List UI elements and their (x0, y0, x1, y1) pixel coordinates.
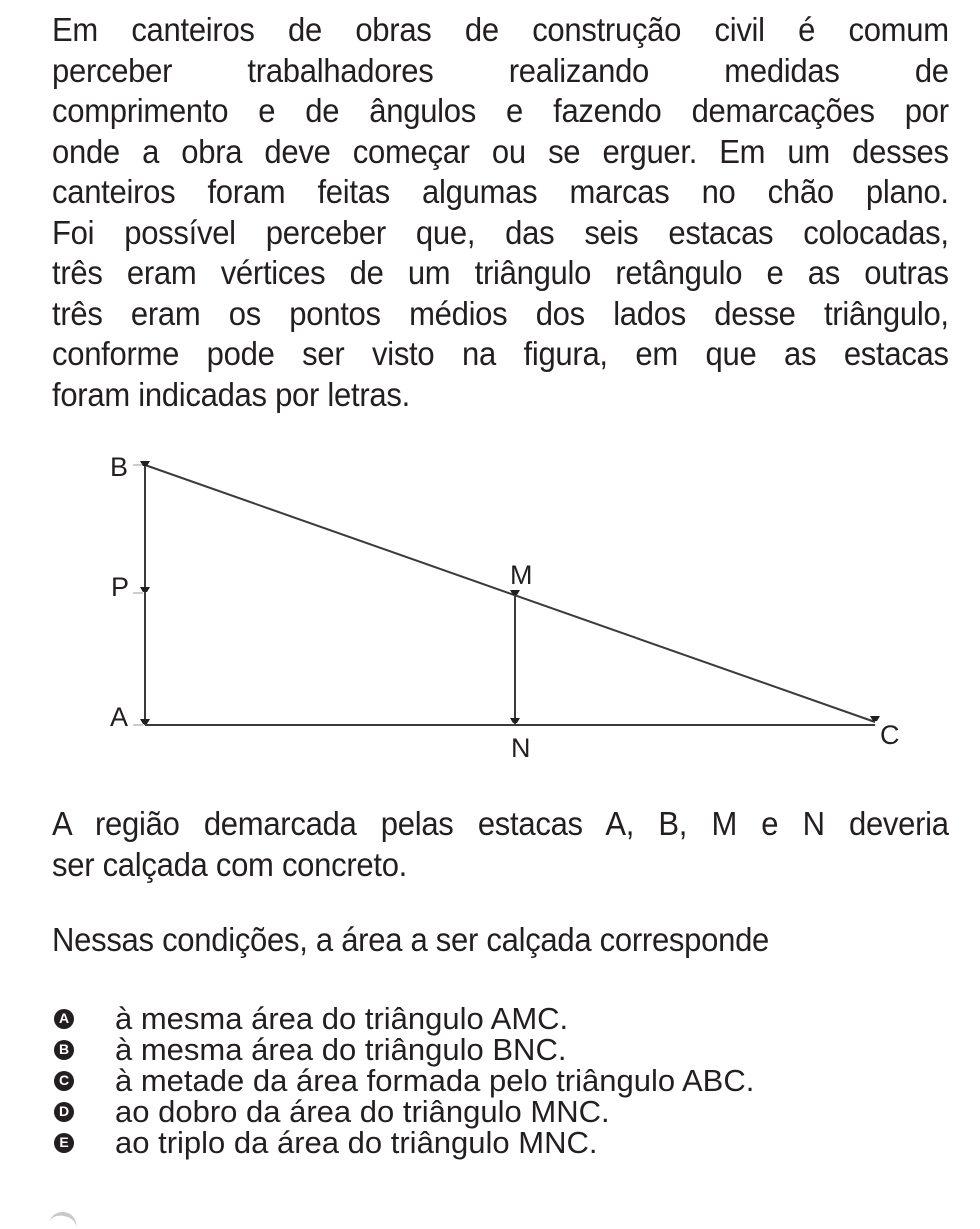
stake-n-icon (510, 718, 520, 723)
label-b: B (110, 452, 129, 482)
intro-line: onde a obra deve começar ou se erguer. Em um desses (52, 132, 949, 170)
question-stem (52, 920, 949, 961)
option-e[interactable] (52, 1127, 754, 1158)
page-curl-mark (49, 1209, 79, 1229)
intro-line: três eram vértices de um triângulo retângulo e as outras (52, 254, 949, 291)
label-a: A (110, 702, 129, 732)
option-text: ao dobro da área do triângulo MNC. (115, 1094, 610, 1129)
intro-line: conforme pode ser visto na figura, em que as estacas (52, 335, 949, 372)
option-text: à metade da área formada pelo triângulo ABC. (115, 1063, 755, 1098)
label-m: M (510, 560, 533, 590)
intro-line: foram indicadas por letras. (52, 375, 410, 413)
label-n: N (511, 733, 531, 763)
option-letter-e-icon: E (54, 1133, 74, 1153)
option-c[interactable] (52, 1065, 754, 1096)
side-bc (145, 465, 875, 722)
option-text: à mesma área do triângulo AMC. (115, 1001, 569, 1036)
triangle-lines (133, 465, 875, 725)
region-line: A região demarcada pelas estacas A, B, M e N deveria (52, 805, 949, 842)
option-letter-a-icon: A (54, 1009, 74, 1029)
option-a[interactable] (52, 1003, 754, 1034)
option-b[interactable] (52, 1034, 754, 1065)
stake-p-icon (140, 587, 150, 592)
option-text: à mesma área do triângulo BNC. (115, 1032, 567, 1067)
option-d[interactable] (52, 1096, 754, 1127)
option-letter-c-icon: C (54, 1071, 74, 1091)
intro-line: três eram os pontos médios dos lados desse triângulo, (52, 294, 949, 332)
region-paragraph (52, 804, 949, 885)
intro-line: canteiros foram feitas algumas marcas no chão plano. (52, 173, 949, 210)
label-p: P (111, 572, 130, 602)
intro-line: Em canteiros de obras de construção civil é comum (52, 11, 949, 48)
option-letter-d-icon: D (54, 1102, 74, 1122)
stake-a-icon (140, 719, 150, 724)
label-c: C (880, 720, 900, 750)
question-line: Nessas condições, a área a ser calçada corresponde (52, 921, 770, 958)
intro-line: comprimento e de ângulos e fazendo demarcações por (52, 92, 949, 129)
intro-line: Foi possível perceber que, das seis estacas colocadas, (52, 213, 949, 251)
option-text: ao triplo da área do triângulo MNC. (115, 1125, 598, 1160)
answer-options (52, 1003, 754, 1158)
intro-line: perceber trabalhadores realizando medidas de (52, 51, 949, 89)
option-letter-b-icon: B (54, 1040, 74, 1060)
region-line: ser calçada com concreto. (52, 845, 408, 883)
